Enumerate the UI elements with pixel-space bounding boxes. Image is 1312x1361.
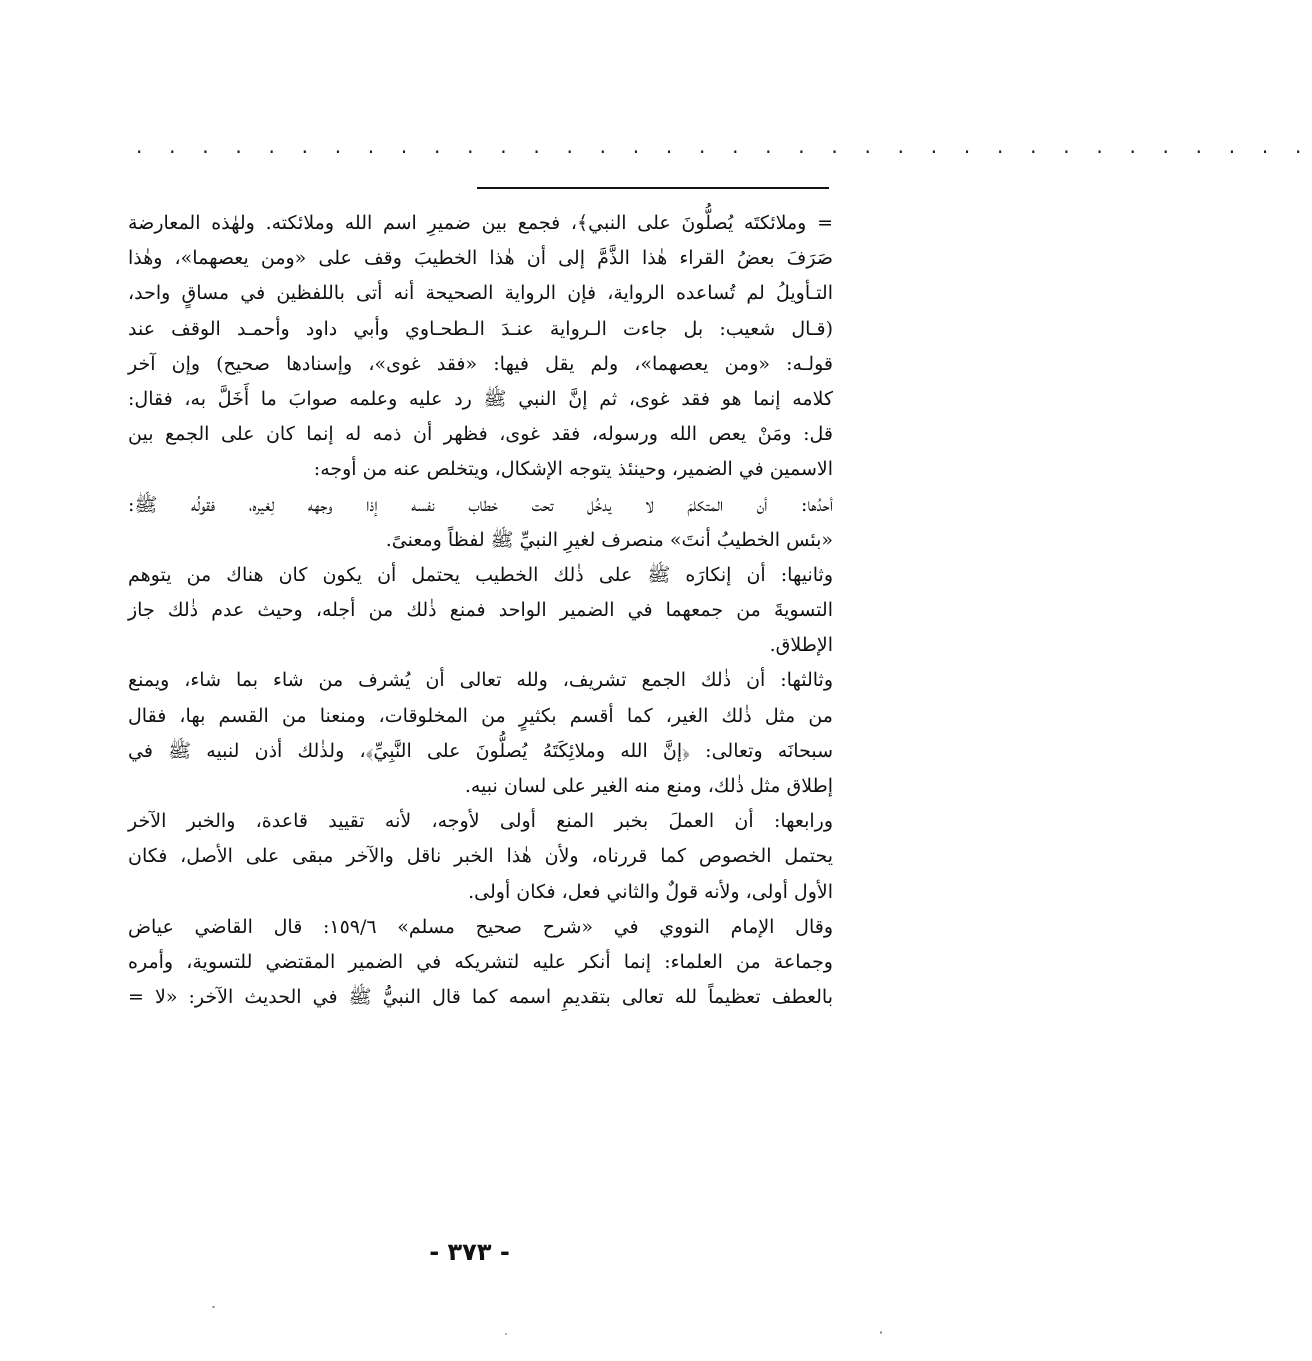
text-line-19: يحتمل الخصوص كما قررناه، ولأن هٰذا الخبر ناقل والآخر مبقى على الأصل، فكان: [128, 845, 833, 868]
text-line-5: قولـه: «ومن يعصهما»، ولم يقل فيها: «فقد غوى»، وإسنادها صحيح) وإن آخر: [128, 352, 833, 375]
footnote-text-block: [128, 206, 833, 1015]
text-line-16: سبحانَه وتعالى: ﴿إنَّ الله وملائِكَتَهُ يُصلُّونَ على النَّبِيِّ﴾، ولذٰلك أذن لنبيه ﷺ في: [128, 739, 833, 762]
scan-speck: [212, 1306, 215, 1308]
text-line-7: قل: ومَنْ يعص الله ورسوله، فقد غوى، فظهر أن ذمه له إنما كان على الجمع بين: [128, 423, 833, 446]
text-line-14: وثالثها: أن ذٰلك الجمع تشريف، ولله تعالى أن يُشرف من شاء بما شاء، ويمنع: [128, 669, 833, 692]
text-line-3: التـأويلُ لم تُساعده الرواية، فإن الرواية الصحيحة أنه أتى باللفظين في مساقٍ واحد،: [128, 282, 833, 305]
footnote-rule: [477, 187, 829, 189]
text-line-2: صَرَفَ بعضُ القراء هٰذا الذَّمَّ إلى أن هٰذا الخطيبَ وقف على «ومن يعصهما»، وهٰذا: [128, 247, 833, 270]
text-line-12: التسويةَ من جمعهما في الضمير الواحد فمنع ذٰلك من أجله، وحيث عدم ذٰلك جاز: [128, 599, 833, 622]
text-line-1: = وملائكتَه يُصلُّونَ على النبي﴾، فجمع بين ضميرِ اسم الله وملائكته. ولهٰذه المعارضة: [128, 212, 833, 234]
text-line-23: بالعطف تعظيماً لله تعالى بتقديمِ اسمه كما قال النبيُّ ﷺ في الحديث الآخر: «لا =: [128, 986, 833, 1009]
text-line-18: ورابعها: أن العملَ بخبر المنع أولى لأوجه، لأنه تقييد قاعدة، والخبر الآخر: [128, 810, 833, 833]
scan-speck: [505, 1333, 507, 1335]
text-line-17: إطلاق مثل ذٰلك، ومنع منه الغير على لسان نبيه.: [464, 775, 833, 797]
text-line-20: الأول أولى، ولأنه قولٌ والثاني فعل، فكان أولى.: [468, 880, 833, 903]
text-line-10: «بئس الخطيبُ أنتَ» منصرف لغيرِ النبيِّ ﷺ لفظاً ومعنىً.: [385, 528, 833, 551]
text-line-21: وقال الإمام النووي في «شرح صحيح مسلم» ١٥٩/٦: قال القاضي عياض: [128, 915, 833, 938]
text-line-8: الاسمين في الضمير، وحينئذ يتوجه الإشكال، ويتخلص عنه من أوجه:: [313, 458, 833, 481]
text-line-9: أحدُها: أن المتكلمَ لا يدخُل تحت خطاب نفسه إذا وجهه لِغيره، فقولُه ﷺ:: [128, 493, 833, 516]
text-line-6: كلامه إنما هو فقد غوى، ثم إنَّ النبي ﷺ رد عليه وعلمه صوابَ ما أَخَلَّ به، فقال:: [128, 387, 833, 410]
text-line-4: (قـال شعيب: بل جاءت الـرواية عنـدَ الـطحـاوي وأبي داود وأحمـد الوقف عند: [128, 317, 833, 340]
text-line-11: وثانيها: أن إنكارَه ﷺ على ذٰلك الخطيب يحتمل أن يكون كان هناك من يتوهم: [128, 563, 833, 586]
text-line-13: الإطلاق.: [769, 634, 833, 657]
text-line-22: وجماعة من العلماء: إنما أنكر عليه لتشريكه في الضمير المقتضي للتسوية، وأمره: [128, 950, 833, 973]
footnote-separator-dots: . . . . . . . . . . . . . . . . . . . . . . . . . . . . . . . . . . . .: [136, 134, 1312, 158]
scan-speck: [880, 1331, 882, 1334]
page-number: - ٣٧٣ -: [429, 1238, 510, 1266]
text-line-15: من مثل ذٰلك الغير، كما أقسم بكثيرٍ من المخلوقات، ومنعنا من القسم بها، فقال: [128, 704, 833, 727]
